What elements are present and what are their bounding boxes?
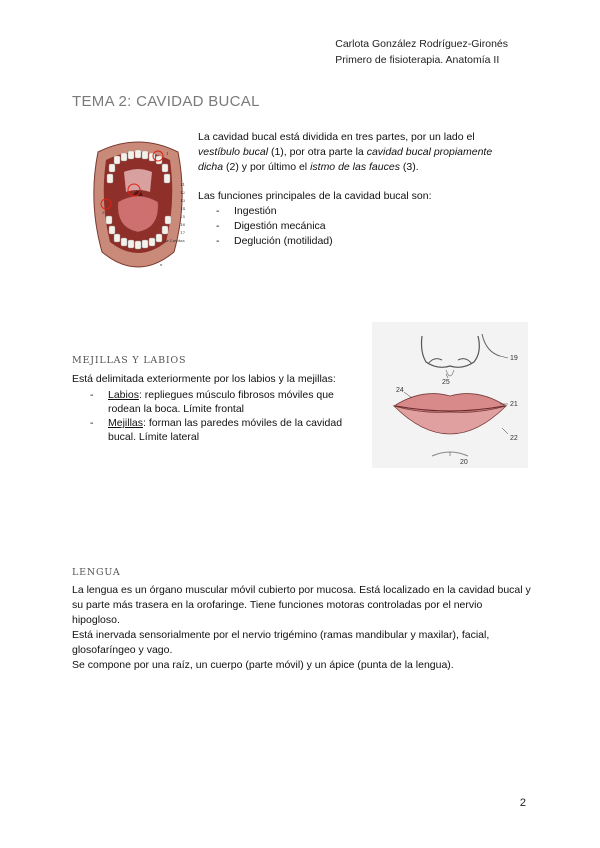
lengua-paragraph: Se compone por una raíz, un cuerpo (parte móvil) y un ápice (punta de la lengua). [72,659,454,671]
mejillas-list [72,388,362,444]
intro-text: (3). [399,161,419,173]
mejillas-term: Mejillas [108,417,144,429]
author-name: Carlota González Rodríguez-Gironés [335,38,508,50]
lips-label: 21 [510,401,518,408]
mouth-label: 3 [102,210,105,215]
functions-list [198,204,518,249]
vestibulo-term: vestíbulo bucal [198,146,269,158]
intro-text: (1), por otra parte la [268,146,367,158]
oral-cavity-illustration [84,132,192,278]
mouth-label: e [160,262,163,267]
istmo-term: istmo de las fauces [310,161,400,173]
lips-label: 24 [396,387,404,394]
list-item: - Deglución (motilidad) [198,234,518,249]
list-item: - Digestión mecánica [198,219,518,234]
list-item [72,388,362,416]
mouth-label: 13 [180,198,186,203]
lips-illustration [372,322,528,468]
functions-intro: Las funciones principales de la cavidad bucal son: [198,190,432,202]
lengua-paragraph: La lengua es un órgano muscular móvil cubierto por mucosa. Está localizado en la cavidad bucal y su parte más trasera en la orofaringe. Tiene funciones motoras controladas por el nervio hipogloso. [72,584,531,626]
mouth-label: 14 [180,206,186,211]
list-item: - Ingestión [198,204,518,219]
labios-desc: : repliegues músculo fibrosos móviles que rodean la boca. Límite frontal [108,389,334,415]
intro-text: La cavidad bucal está dividida en tres partes, por un lado el [198,131,475,143]
mouth-label: 11 [180,182,186,187]
mejillas-section [72,372,362,444]
mejillas-intro: Está delimitada exteriormente por los labios y la mejillas: [72,373,336,385]
mouth-label: 12 [180,190,186,195]
page-number: 2 [519,797,526,809]
mouth-label: 1 [166,151,169,156]
mouth-label: Ar.Cavitas [164,238,185,243]
mouth-label: 15 [180,214,186,219]
labios-term: Labios [108,389,139,401]
lips-label: 20 [460,459,468,466]
page-header [335,36,508,68]
lengua-paragraph: Está inervada sensorialmente por el nervio trigémino (ramas mandibular y maxilar), facial, glosofaríngeo y vago. [72,629,490,656]
lips-label: 22 [510,435,518,442]
intro-text: (2) y por último el [223,161,311,173]
course-name: Primero de fisioterapia. Anatomía II [335,54,500,66]
lips-label: 25 [442,379,450,386]
mouth-label: 2 [140,188,143,193]
mejillas-desc: : forman las paredes móviles de la cavidad bucal. Límite lateral [108,417,343,443]
lengua-section [72,583,532,673]
list-item [72,416,362,444]
intro-section [198,130,518,249]
page-title: TEMA 2: CAVIDAD BUCAL [72,93,260,110]
mouth-label: 17 [180,230,186,235]
intro-paragraph [198,130,518,175]
lips-label: 19 [510,355,518,362]
cavidad-term: cavidad bucal propiamente dicha [198,146,493,173]
section-heading-lengua: LENGUA [72,567,121,578]
mouth-label: 16 [180,222,186,227]
section-heading-mejillas: MEJILLAS Y LABIOS [72,355,187,366]
